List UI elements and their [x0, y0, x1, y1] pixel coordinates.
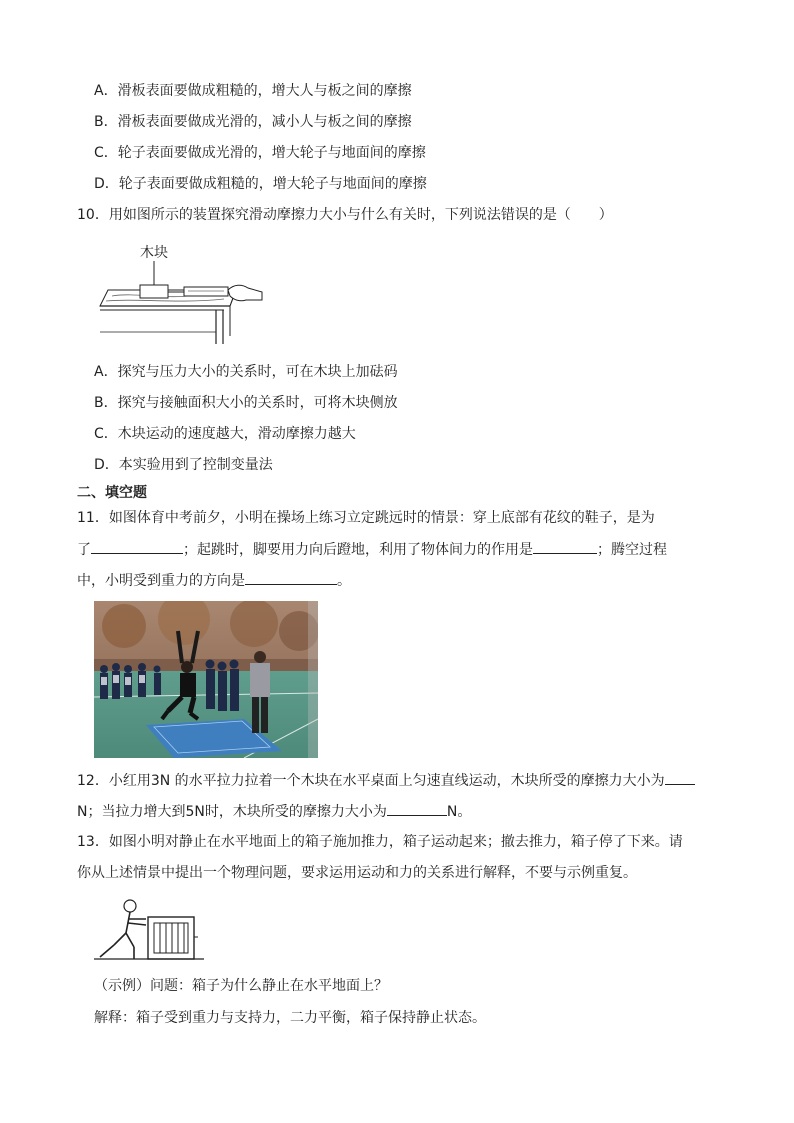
- q13-line1: 13．如图小明对静止在水平地面上的箱子施加推力，箱子运动起来；撤去推力，箱子停了下来。请: [77, 834, 683, 850]
- q12-line2: [77, 801, 471, 822]
- q10-option-a: A．探究与压力大小的关系时，可在木块上加砝码: [94, 364, 398, 380]
- q11-line1: 11．如图体育中考前夕，小明在操场上练习立定跳远时的情景：穿上底部有花纹的鞋子，是为: [77, 510, 655, 526]
- q12-line2-a: N；当拉力增大到5N时，木块所受的摩擦力大小为: [77, 804, 387, 820]
- q10-stem: 10．用如图所示的装置探究滑动摩擦力大小与什么有关时，下列说法错误的是（ ）: [77, 207, 613, 223]
- section-title-fill-in: 二、填空题: [77, 485, 147, 501]
- q9-option-b: B．滑板表面要做成光滑的，减小人与板之间的摩擦: [94, 114, 412, 130]
- q9-option-d: D．轮子表面要做成粗糙的，增大轮子与地面间的摩擦: [94, 176, 427, 192]
- q11-line2: [77, 539, 667, 560]
- q11-line3-b: 。: [337, 573, 351, 589]
- q10-apparatus-drawing: [96, 240, 268, 348]
- q11-line2-a: 了: [77, 542, 91, 558]
- q9-option-a: A．滑板表面要做成粗糙的，增大人与板之间的摩擦: [94, 83, 412, 99]
- q13-push-box-drawing: [94, 897, 204, 965]
- q10-option-d: D．本实验用到了控制变量法: [94, 457, 273, 473]
- q11-line2-b: ；起跳时，脚要用力向后蹬地，利用了物体间力的作用是: [183, 542, 533, 558]
- q13-line2: 你从上述情景中提出一个物理问题，要求运用运动和力的关系进行解释，不要与示例重复。: [77, 865, 637, 881]
- q13-example-question: （示例）问题：箱子为什么静止在水平地面上？: [94, 978, 388, 994]
- q12-blank-2[interactable]: [387, 801, 447, 816]
- q12-line2-b: N。: [446, 804, 472, 820]
- q10-friction-apparatus-figure: [96, 240, 268, 348]
- q11-photo-drawing: [94, 601, 318, 758]
- q11-line3-a: 中，小明受到重力的方向是: [77, 573, 245, 589]
- q12-line1: [77, 770, 695, 791]
- q13-push-box-figure: [94, 897, 204, 965]
- q12-line1-text: 12．小红用3N 的水平拉力拉着一个木块在水平桌面上匀速直线运动，木块所受的摩擦力大小为: [77, 773, 665, 789]
- q11-blank-1[interactable]: [91, 539, 183, 554]
- q12-blank-1[interactable]: [665, 770, 695, 785]
- q10-option-c: C．木块运动的速度越大，滑动摩擦力越大: [94, 426, 356, 442]
- q9-option-c: C．轮子表面要做成光滑的，增大轮子与地面间的摩擦: [94, 145, 426, 161]
- q11-blank-3[interactable]: [245, 570, 337, 585]
- q11-long-jump-photo: [94, 601, 318, 758]
- q11-line3: [77, 570, 351, 591]
- q11-line2-c: ；腾空过程: [597, 542, 667, 558]
- q10-figure-label: 木块: [140, 245, 168, 261]
- q13-example-answer: 解释：箱子受到重力与支持力，二力平衡，箱子保持静止状态。: [94, 1010, 486, 1026]
- q10-option-b: B．探究与接触面积大小的关系时，可将木块侧放: [94, 395, 398, 411]
- q11-blank-2[interactable]: [533, 539, 597, 554]
